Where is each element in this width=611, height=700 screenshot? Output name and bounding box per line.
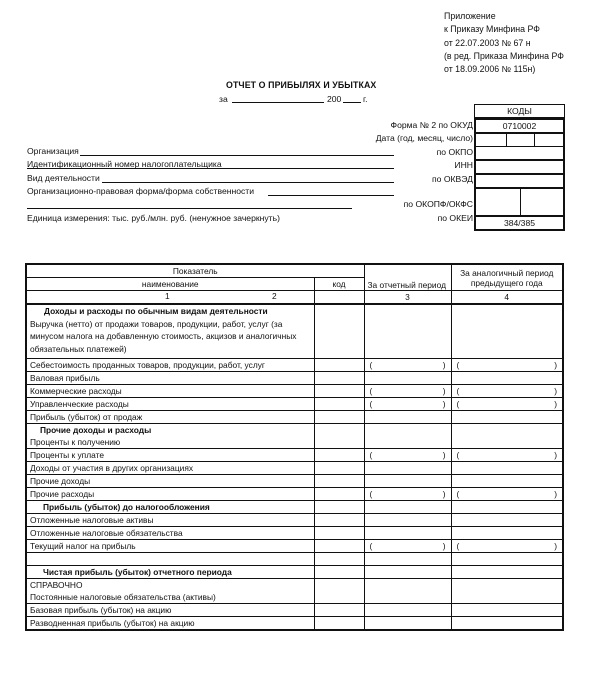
admin-previous: ( ) (451, 398, 563, 411)
header-num-code (314, 291, 364, 305)
other-expense-previous: ( ) (451, 488, 563, 501)
okei-label: по ОКЕИ (437, 213, 473, 223)
revenue-previous (451, 304, 563, 359)
revenue-code (314, 304, 364, 359)
row-net: Чистая прибыль (убыток) отчетного периода (26, 566, 314, 579)
header-indicator: Показатель (26, 264, 364, 278)
commercial-previous: ( ) (451, 385, 563, 398)
admin-current: ( ) (364, 398, 451, 411)
legal-form-field (268, 195, 394, 196)
okved-code (474, 174, 565, 188)
date-year: 200 (327, 94, 342, 104)
reference-cell (26, 579, 314, 604)
row-diluted-eps: Разводненная прибыль (убыток) на акцию (26, 617, 314, 631)
commercial-current: ( ) (364, 385, 451, 398)
other-section-cell (26, 424, 314, 449)
date-prefix: за (219, 94, 228, 104)
okopf-label: по ОКОПФ/ОКФС (403, 199, 473, 209)
row-reference: СПРАВОЧНО (30, 580, 83, 590)
section-other: Прочие доходы и расходы (40, 425, 152, 435)
form-okud-label: Форма № 2 по ОКУД (390, 120, 473, 130)
row-sales-profit: Прибыль (убыток) от продаж (26, 411, 314, 424)
appendix-line-2: к Приказу Минфина РФ (444, 24, 540, 35)
report-table (25, 263, 564, 631)
current-tax-current: ( ) (364, 540, 451, 553)
okpo-label: по ОКПО (436, 147, 473, 157)
okpo-code (474, 146, 565, 160)
row-other-income: Прочие доходы (26, 475, 314, 488)
appendix-note (444, 10, 564, 76)
header-name: наименование (26, 278, 314, 291)
cost-current: ( ) (364, 359, 451, 372)
row-basic-eps: Базовая прибыль (убыток) на акцию (26, 604, 314, 617)
header-current: За отчетный период (364, 264, 451, 291)
legal-form-field-2 (27, 208, 352, 209)
okved-label: по ОКВЭД (432, 174, 473, 184)
row-current-tax: Текущий налог на прибыль (26, 540, 314, 553)
appendix-line-3: от 22.07.2003 № 67 н (444, 37, 531, 48)
row-gross: Валовая прибыль (26, 372, 314, 385)
row-admin: Управленческие расходы (26, 398, 314, 411)
row-interest-received: Проценты к получению (30, 437, 121, 447)
revenue-cell (26, 304, 314, 359)
row-revenue: Выручка (нетто) от продажи товаров, продукции, работ, услуг (за минусом налога на добавленную стоимость, акцизов и аналогичных обязательных платежей) (30, 318, 297, 354)
report-date-line (219, 94, 228, 104)
row-interest-paid: Проценты к уплате (26, 449, 314, 462)
section-ordinary: Доходы и расходы по обычным видам деятельности (44, 306, 268, 316)
revenue-current (364, 304, 451, 359)
row-cost: Себестоимость проданных товаров, продукции, работ, услуг (26, 359, 314, 372)
appendix-line-5: от 18.09.2006 № 115н) (444, 64, 536, 75)
cost-previous: ( ) (451, 359, 563, 372)
inn-short-label: ИНН (454, 160, 473, 170)
date-code (474, 132, 565, 147)
interest-paid-previous: ( ) (451, 449, 563, 462)
okei-code: 384/385 (474, 216, 565, 231)
header-num-1-2 (26, 291, 314, 305)
row-pretax: Прибыль (убыток) до налогообложения (26, 501, 314, 514)
codes-header: КОДЫ (474, 104, 565, 118)
col-number-2: 2 (272, 291, 277, 301)
date-suffix: г. (363, 94, 368, 104)
inn-field (27, 168, 394, 169)
row-commercial: Коммерческие расходы (26, 385, 314, 398)
row-permanent: Постоянные налоговые обязательства (активы) (30, 592, 216, 602)
interest-paid-current: ( ) (364, 449, 451, 462)
header-previous-line1: За аналогичный период (460, 267, 554, 278)
col-number-4: 4 (451, 291, 563, 305)
okopf-code (474, 188, 565, 216)
other-expense-current: ( ) (364, 488, 451, 501)
current-tax-previous: ( ) (451, 540, 563, 553)
activity-label: Вид деятельности (27, 173, 100, 183)
header-code: код (314, 278, 364, 291)
col-number-3: 3 (364, 291, 451, 305)
report-title: ОТЧЕТ О ПРИБЫЛЯХ И УБЫТКАХ (226, 80, 377, 90)
cost-code (314, 359, 364, 372)
legal-form-label: Организационно-правовая форма/форма собственности (27, 186, 255, 196)
row-participation: Доходы от участия в других организациях (26, 462, 314, 475)
units-label: Единица измерения: тыс. руб./млн. руб. (ненужное зачеркнуть) (27, 213, 280, 223)
inn-code (474, 160, 565, 174)
activity-field (102, 182, 394, 183)
appendix-line-1: Приложение (444, 11, 496, 21)
okud-code: 0710002 (474, 118, 565, 134)
date-period-blank (232, 102, 324, 103)
row-dta: Отложенные налоговые активы (26, 514, 314, 527)
date-label: Дата (год, месяц, число) (375, 133, 473, 143)
row-blank (26, 553, 314, 566)
inn-label: Идентификационный номер налогоплательщика (27, 159, 222, 169)
appendix-line-4: (в ред. Приказа Минфина РФ (444, 50, 564, 61)
row-dtl: Отложенные налоговые обязательства (26, 527, 314, 540)
organization-label: Организация (27, 146, 79, 156)
row-other-expense: Прочие расходы (26, 488, 314, 501)
date-year-blank (343, 102, 361, 103)
col-number-1: 1 (165, 291, 170, 301)
organization-field (80, 155, 394, 156)
header-previous (451, 264, 563, 291)
header-previous-line2: предыдущего года (470, 277, 543, 288)
